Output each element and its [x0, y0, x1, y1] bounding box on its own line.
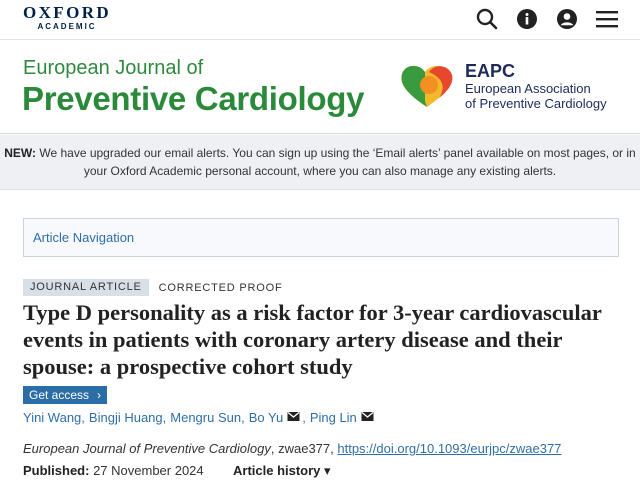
journal-title[interactable]: Preventive Cardiology [22, 80, 365, 117]
article-type-badge: JOURNAL ARTICLE [23, 279, 149, 296]
author-link[interactable]: Bingji Huang [88, 410, 163, 425]
author-link[interactable]: Ping Lin [309, 410, 357, 425]
info-icon[interactable] [514, 6, 540, 32]
search-icon[interactable] [474, 6, 500, 32]
logo-line1: OXFORD [23, 3, 112, 22]
author-separator: , [302, 410, 306, 425]
citation-id: , zwae377, [270, 441, 338, 456]
logo-line2: ACADEMIC [37, 22, 97, 31]
author-separator: , [241, 410, 245, 425]
article-title: Type D personality as a risk factor for 3-year cardiovascular events in patients with coronary artery disease and their spouse: a prospective cohort study [23, 300, 602, 379]
oxford-academic-logo[interactable] [23, 4, 111, 32]
author-link[interactable]: Yini Wang [23, 410, 82, 425]
account-icon[interactable] [554, 6, 580, 32]
author-separator: , [81, 410, 85, 425]
eapc-name-line1: European Association [465, 81, 591, 96]
article-status: CORRECTED PROOF [158, 281, 283, 294]
article-history-label: Article history [233, 463, 321, 478]
doi-link[interactable]: https://doi.org/10.1093/eurjpc/zwae377 [337, 441, 562, 456]
citation [23, 440, 561, 458]
article-navigation-toggle[interactable]: Article Navigation [23, 218, 619, 257]
journal-title-small[interactable]: European Journal of [23, 57, 204, 79]
journal-header [0, 41, 640, 134]
citation-journal: European Journal of Preventive Cardiology [23, 441, 271, 456]
caret-down-icon: ▾ [324, 463, 331, 478]
notice-label: NEW: [4, 146, 37, 160]
eapc-logo[interactable] [465, 61, 607, 111]
email-alerts-notice [0, 135, 640, 190]
get-access-button[interactable] [23, 386, 107, 404]
eapc-abbr: EAPC [465, 61, 516, 81]
published-info [23, 462, 204, 480]
mail-icon[interactable] [361, 409, 374, 427]
notice-text: We have upgraded our email alerts. You can sign up using the ‘Email alerts’ panel available on most pages, or in your Oxford Academic personal account, where you can also manage any existing alerts. [36, 146, 636, 178]
author-link[interactable]: Mengru Sun [170, 410, 242, 425]
published-date: 27 November 2024 [89, 463, 204, 478]
get-access-label: Get access [29, 388, 90, 402]
chevron-right-icon: › [97, 388, 102, 402]
mail-icon[interactable] [287, 409, 300, 427]
article-history-toggle[interactable] [233, 462, 331, 480]
author-link[interactable]: Bo Yu [248, 410, 284, 425]
author-list [23, 409, 376, 427]
eapc-heart-logo-icon [397, 61, 457, 116]
eapc-name-line2: of Preventive Cardiology [465, 96, 607, 111]
author-separator: , [162, 410, 167, 425]
published-label: Published: [23, 463, 90, 478]
menu-icon[interactable] [594, 6, 620, 32]
top-bar [0, 0, 640, 40]
